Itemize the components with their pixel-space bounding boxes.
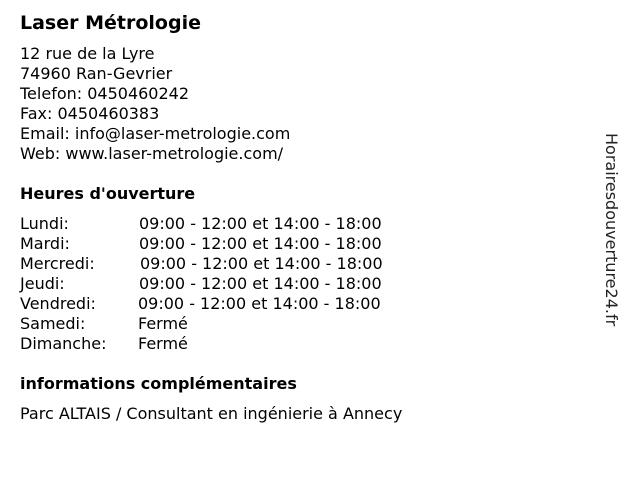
day-label: Lundi: xyxy=(20,214,69,233)
additional-info-heading: informations complémentaires xyxy=(20,374,297,393)
day-label: Vendredi: xyxy=(20,294,96,313)
day-hours: 09:00 - 12:00 et 14:00 - 18:00 xyxy=(140,254,383,273)
day-hours: 09:00 - 12:00 et 14:00 - 18:00 xyxy=(139,274,382,293)
opening-hours-heading: Heures d'ouverture xyxy=(20,184,196,203)
day-hours: 09:00 - 12:00 et 14:00 - 18:00 xyxy=(139,234,382,253)
day-hours: Fermé xyxy=(138,334,188,353)
day-label: Dimanche: xyxy=(20,334,107,353)
email-text: Email: info@laser-metrologie.com xyxy=(20,124,291,143)
address-line-1: 12 rue de la Lyre xyxy=(20,44,155,63)
day-hours: 09:00 - 12:00 et 14:00 - 18:00 xyxy=(138,294,381,313)
day-label: Mardi: xyxy=(20,234,70,253)
day-hours: Fermé xyxy=(138,314,188,333)
phone-text: Telefon: 0450460242 xyxy=(20,84,190,103)
watermark-text: Horairesdouverture24.fr xyxy=(602,133,621,327)
day-label: Jeudi: xyxy=(20,274,65,293)
day-label: Mercredi: xyxy=(20,254,95,273)
day-hours: 09:00 - 12:00 et 14:00 - 18:00 xyxy=(139,214,382,233)
address-line-2: 74960 Ran-Gevrier xyxy=(20,64,173,83)
contact-block xyxy=(20,44,290,164)
business-name: Laser Métrologie xyxy=(20,12,201,34)
day-label: Samedi: xyxy=(20,314,86,333)
fax-text: Fax: 0450460383 xyxy=(20,104,160,123)
web-text: Web: www.laser-metrologie.com/ xyxy=(20,144,284,163)
additional-info-text: Parc ALTAIS / Consultant en ingénierie à Annecy xyxy=(20,404,403,423)
